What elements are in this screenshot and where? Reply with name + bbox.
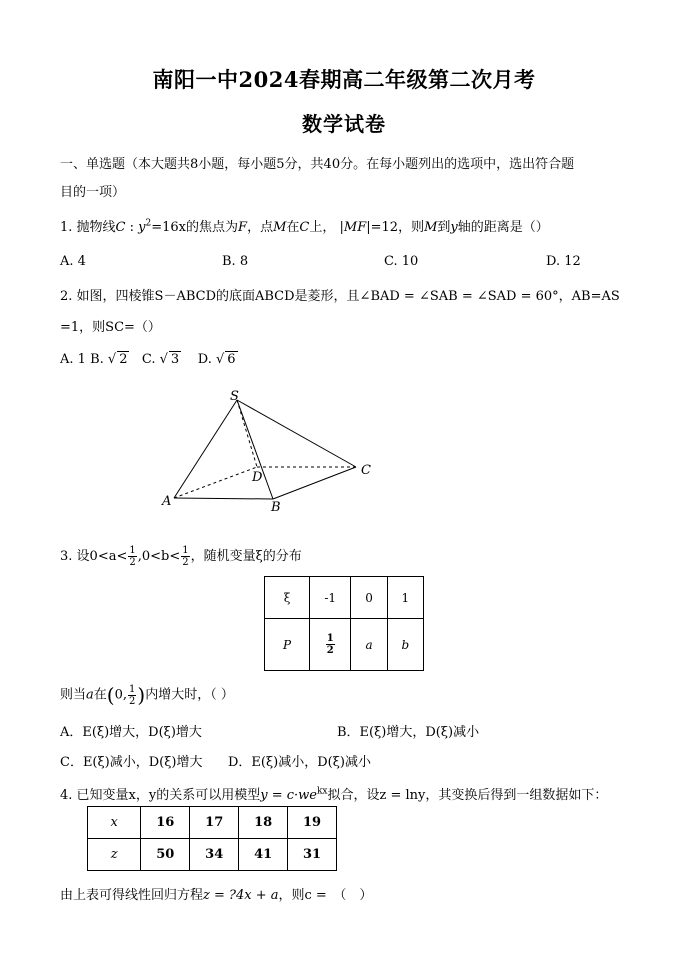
dist-cell: b (387, 619, 423, 671)
question-3-condition: 则当a在(0, $\frac{1}{2}$ )内增大时，（ ） (60, 683, 234, 707)
question-2-line1: 2. 如图，四棱锥S－ABCD的底面ABCD是菱形，且∠BAD = ∠SAB = ∠SAD = 60°，AB=AS (60, 289, 620, 304)
q3-option-c: C．E(ξ)减小，D(ξ)增大 (60, 755, 203, 770)
label-c: C (361, 463, 371, 478)
pyramid-figure (150, 385, 380, 515)
data-cell: x (88, 807, 141, 839)
data-cell: 31 (288, 839, 337, 871)
data-cell: 34 (190, 839, 239, 871)
data-cell: 19 (288, 807, 337, 839)
q2-options (60, 351, 238, 367)
section-heading-line2: 目的一项） (60, 185, 126, 200)
dist-cell: P (265, 619, 310, 671)
edge-ad (174, 467, 257, 498)
q2-option-b: B. √ 2 (90, 352, 128, 367)
edge-bc (273, 467, 356, 499)
question-1: 1. 抛物线C : $y^2=16x$的焦点为F，点M在C上， |MF|=12，则M到y轴的距离是（） (60, 218, 549, 235)
data-cell: 18 (239, 807, 288, 839)
q3-option-d: D．E(ξ)减小，D(ξ)减小 (228, 755, 371, 770)
dist-cell: -1 (310, 577, 351, 619)
q1-option-a: A. 4 (60, 254, 86, 269)
q2-option-d: D. √ 6 (197, 352, 236, 367)
data-cell: 17 (190, 807, 239, 839)
label-s: S (230, 389, 239, 404)
edge-sa (174, 400, 237, 498)
data-cell: 41 (239, 839, 288, 871)
question-4-regression: 由上表可得线性回归方程z = ?4x + a，则c = （ ） (60, 888, 373, 903)
data-cell: 16 (141, 807, 190, 839)
q1-option-d: D. 12 (546, 254, 581, 269)
dist-cell: 0 (351, 577, 387, 619)
q3-option-a: A．E(ξ)增大，D(ξ)增大 (60, 725, 202, 740)
dist-cell: 1 (387, 577, 423, 619)
data-table (87, 806, 337, 871)
dist-cell-half: $\frac{1}{2}$ (310, 619, 351, 671)
distribution-table (264, 576, 424, 671)
label-d: D (252, 470, 263, 485)
question-3: 3. 设0<a< $\frac{1}{2}$ ,0<b< $\frac{1}{2}$ ，随机变量ξ的分布 (60, 545, 302, 568)
data-cell: z (88, 839, 141, 871)
exam-title: 南阳一中2024春期高二年级第二次月考 (152, 67, 536, 92)
edge-sc (237, 400, 356, 467)
label-a: A (162, 494, 172, 509)
fraction-half-2: $\frac{1}{2}$ (182, 545, 189, 568)
question-2-line2: =1，则SC=（） (60, 320, 161, 335)
dist-cell: ξ (265, 577, 310, 619)
q1-option-b: B. 8 (222, 254, 249, 269)
section-heading-line1: 一、单选题（本大题共8小题，每小题5分，共40分。在每小题列出的选项中，选出符合题 (60, 157, 575, 172)
exam-subtitle: 数学试卷 (302, 112, 386, 136)
q2-option-a: A. 1 (60, 352, 86, 367)
fraction-half: $\frac{1}{2}$ (129, 545, 136, 568)
label-b: B (271, 500, 281, 515)
q3-option-b: B．E(ξ)增大，D(ξ)减小 (337, 725, 480, 740)
question-4: 4. 已知变量x，y的关系可以用模型$y = c\cdot we^{kx}$拟合，设z = lny，其变换后得到一组数据如下： (60, 786, 608, 803)
q2-option-c: C. √ 3 (141, 352, 180, 367)
edge-ab (174, 498, 273, 499)
dist-cell: a (351, 619, 387, 671)
data-cell: 50 (141, 839, 190, 871)
q1-option-c: C. 10 (384, 254, 419, 269)
